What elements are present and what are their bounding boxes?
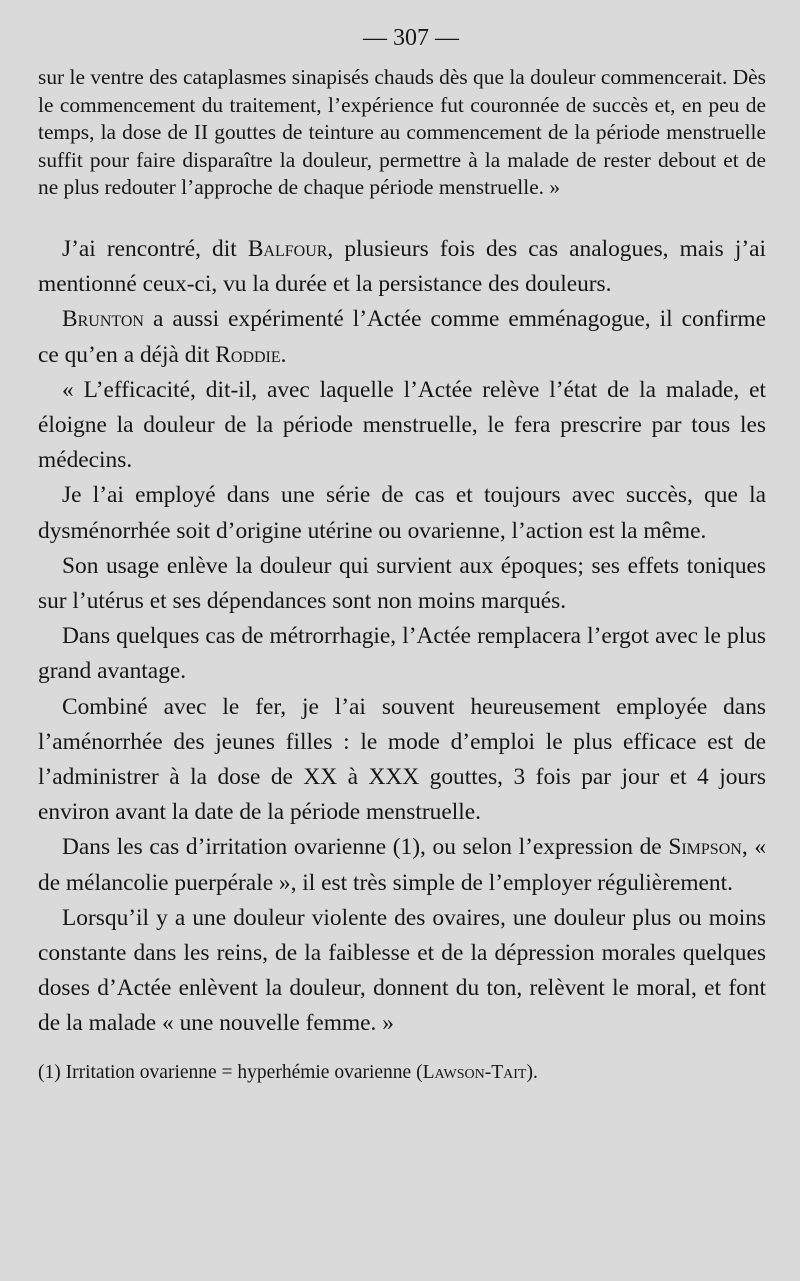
paragraph-text: Dans les cas d’irritation ovarienne (1), ou selon l’expression de	[62, 834, 669, 861]
quote-continuation: sur le ventre des cataplasmes sinapisés chauds dès que la douleur commencerait. Dès le commencement du traitement, l’expérience fut couronnée de succès et, en peu de temps, la dose de II gouttes de teinture au commencement de la période menstruelle suffit pour faire disparaître la douleur, permettre à la malade de rester debout et de ne plus redouter l’approche de chaque période menstruelle. »	[38, 65, 766, 200]
author-name-lawson-tait: Lawson-Tait	[422, 1061, 527, 1083]
paragraph-douleur-ovaires: Lorsqu’il y a une douleur violente des ovaires, une douleur plus ou moins constante dans les reins, de la faiblesse et de la dépression morales quelques doses d’Actée enlèvent la douleur, donnent du ton, relèvent le moral, et font de la malade « une nouvelle femme. »	[38, 904, 766, 1037]
paragraph-usage: Son usage enlève la douleur qui survient aux époques; ses effets toniques sur l’utérus et ses dépendances sont non moins marqués.	[38, 552, 766, 614]
paragraph-metrorrhagie: Dans quelques cas de métrorrhagie, l’Actée remplacera l’ergot avec le plus grand avantage.	[38, 623, 766, 685]
paragraph-efficacite: « L’efficacité, dit-il, avec laquelle l’Actée relève l’état de la malade, et éloigne la douleur de la période menstruelle, le fera prescrire par tous les médecins.	[38, 376, 766, 474]
author-name-balfour: Balfour	[247, 235, 328, 262]
paragraph-text: J’ai rencontré, dit	[62, 235, 248, 262]
footnote-text: (1) Irritation ovarienne = hyperhémie ovarienne (	[38, 1061, 423, 1083]
author-name-roddie: Roddie	[215, 341, 281, 368]
author-name-simpson: Simpson	[668, 834, 742, 861]
paragraph-text: a aussi expérimenté l’Actée comme emménagogue, il confirme ce qu’en a déjà dit	[38, 306, 766, 368]
paragraph-text: , plusieurs fois des cas analogues, mais j’ai mentionné ceux-ci, vu la durée et la persistance des douleurs.	[38, 235, 766, 298]
author-name-brunton: Brunton	[62, 306, 144, 333]
paragraph-text: .	[280, 341, 287, 368]
footnote-text: ).	[526, 1061, 538, 1083]
paragraph-amenorrhee: Combiné avec le fer, je l’ai souvent heureusement employée dans l’aménorrhée des jeunes filles : le mode d’emploi le plus efficace est de l’administrer à la dose de XX à XXX gouttes, 3 fois par jour et 4 jours environ avant la date de la période menstruelle.	[38, 693, 766, 826]
body-text	[38, 232, 766, 1086]
paragraph-dysmenorrhee: Je l’ai employé dans une série de cas et toujours avec succès, que la dysménorrhée soit d’origine utérine ou ovarienne, l’action est la même.	[38, 482, 766, 544]
paragraph-balfour	[38, 232, 766, 302]
paragraph-text: , « de mélancolie puerpérale », il est très simple de l’employer régulièrement.	[38, 834, 767, 896]
paragraph-irritation	[38, 830, 766, 900]
paragraph-brunton	[38, 302, 766, 372]
footnote	[38, 1060, 766, 1086]
page-number: — 307 —	[363, 25, 459, 51]
